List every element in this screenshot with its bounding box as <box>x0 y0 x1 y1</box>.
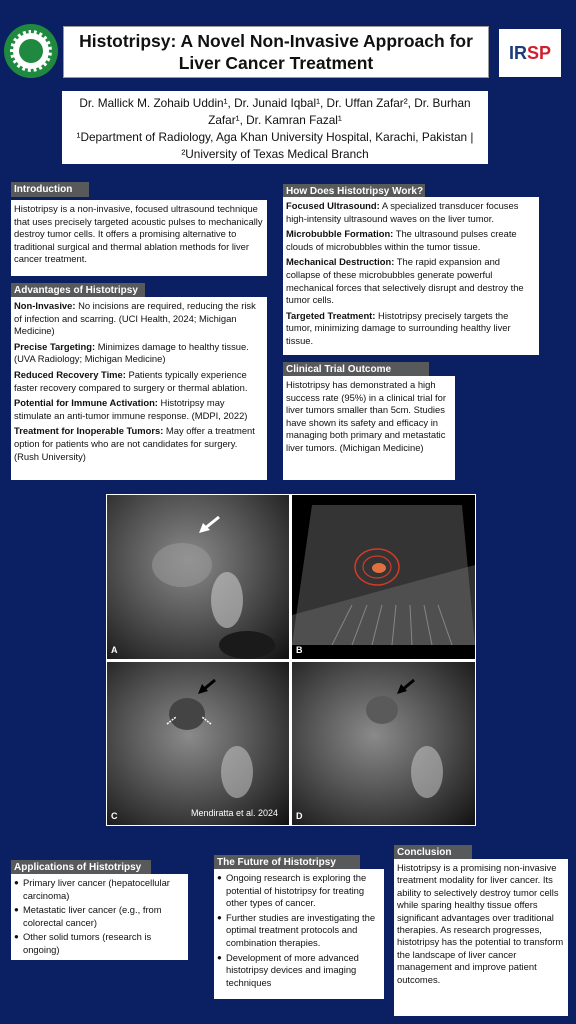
advantages-heading: Advantages of Histotripsy <box>11 283 145 298</box>
conclusion-panel <box>394 859 568 1016</box>
future-heading: The Future of Histotripsy <box>214 855 360 870</box>
panel-label-a: A <box>111 645 118 655</box>
conclusion-text: Histotripsy is a promising non-invasive treatment modality for liver cancer. Its ability to selectively destroy tumor cells while sparing healthy tissue offers significant advantages over traditional therapies. As research progresses, histotripsy has the potential to transform the landscape of liver cancer management and improve patient outcomes. <box>397 862 564 985</box>
introduction-heading: Introduction <box>11 182 89 197</box>
panel-label-d: D <box>296 811 303 821</box>
future-item: ● Ongoing research is exploring the potential of histotripsy for treating other types of cancer. <box>217 872 381 910</box>
how-it-works-panel <box>283 197 539 355</box>
clinical-trial-heading: Clinical Trial Outcome <box>283 362 429 377</box>
clinical-trial-panel <box>283 376 455 480</box>
poster-title <box>63 26 489 78</box>
how-it-works-item: Focused Ultrasound: A specialized transducer focuses high-intensity ultrasound waves on the liver tumor. <box>286 200 519 224</box>
authors-line-2: Zafar¹, Dr. Kamran Fazal¹ <box>208 113 342 127</box>
advantage-item: Non-Invasive: No incisions are required, reducing the risk of infection and scarring. (UCI Health, 2024; Michigan Medicine) <box>14 300 256 337</box>
panel-label-b: B <box>296 645 303 655</box>
how-it-works-item: Targeted Treatment: Histotripsy precisely targets the tumor, minimizing damage to surrounding healthy liver tissue. <box>286 309 511 346</box>
title-line-2: Liver Cancer Treatment <box>178 53 374 73</box>
mri-image-d <box>292 662 475 825</box>
application-item: ● Primary liver cancer (hepatocellular carcinoma) <box>14 877 185 902</box>
advantage-item: Potential for Immune Activation: Histotripsy may stimulate an anti-tumor immune response. (MDPI, 2022) <box>14 397 248 421</box>
figure-credit: Mendiratta et al. 2024 <box>191 808 279 818</box>
university-logo <box>4 24 58 78</box>
future-panel <box>214 869 384 999</box>
future-item: ● Development of more advanced histotripsy devices and imaging techniques <box>217 952 381 990</box>
future-item: ● Further studies are investigating the optimal treatment protocols and combination therapies. <box>217 912 381 950</box>
irsp-logo: IR SP <box>499 29 561 77</box>
mri-image-c <box>107 662 289 825</box>
how-it-works-item: Mechanical Destruction: The rapid expansion and collapse of these microbubbles generate powerful mechanical forces that selectively disrupt and destroy the tumor cells. <box>286 256 524 306</box>
affiliation-line-2: ²University of Texas Medical Branch <box>181 147 369 161</box>
application-item: ● Metastatic liver cancer (e.g., from colorectal cancer) <box>14 904 185 929</box>
authors-line-1: Dr. Mallick M. Zohaib Uddin¹, Dr. Junaid Iqbal¹, Dr. Uffan Zafar², Dr. Burhan <box>79 96 471 110</box>
clinical-trial-text: Histotripsy has demonstrated a high success rate (95%) in a clinical trial for liver tumors smaller than 5cm. Studies have shown its safety and efficacy in managing both primary and metastatic liver tumors. (Michigan Medicine) <box>286 379 446 453</box>
title-line-1: Histotripsy: A Novel Non-Invasive Approach for <box>79 31 473 51</box>
conclusion-heading: Conclusion <box>394 845 472 860</box>
advantages-panel <box>11 297 267 480</box>
introduction-panel <box>11 200 267 276</box>
affiliation-line-1: ¹Department of Radiology, Aga Khan University Hospital, Karachi, Pakistan | <box>76 130 474 144</box>
mri-image-a <box>107 495 289 659</box>
authors-box <box>62 91 488 164</box>
imaging-figure <box>106 494 476 826</box>
introduction-text: Histotripsy is a non-invasive, focused ultrasound technique that uses precisely targeted acoustic pulses to mechanically destroy tumor cells. It offers a promising alternative to traditional surgical and thermal ablation methods for liver cancer treatment. <box>14 203 263 265</box>
how-it-works-item: Microbubble Formation: The ultrasound pulses create clouds of microbubbles within the tumor tissue. <box>286 228 517 252</box>
applications-panel <box>11 874 188 960</box>
applications-heading: Applications of Histotripsy <box>11 860 151 875</box>
how-it-works-heading: How Does Histotripsy Work? <box>283 184 425 199</box>
ultrasound-image-b <box>292 495 475 659</box>
advantage-item: Treatment for Inoperable Tumors: May offer a treatment option for patients who are not candidates for surgery. (Rush University) <box>14 425 255 462</box>
advantage-item: Precise Targeting: Minimizes damage to healthy tissue. (UVA Radiology; Michigan Medicine) <box>14 340 249 365</box>
advantage-item: Reduced Recovery Time: Patients typically experience faster recovery compared to surgery or thermal ablation. <box>14 368 248 393</box>
application-item: ● Other solid tumors (research is ongoing) <box>14 931 185 956</box>
panel-label-c: C <box>111 811 118 821</box>
